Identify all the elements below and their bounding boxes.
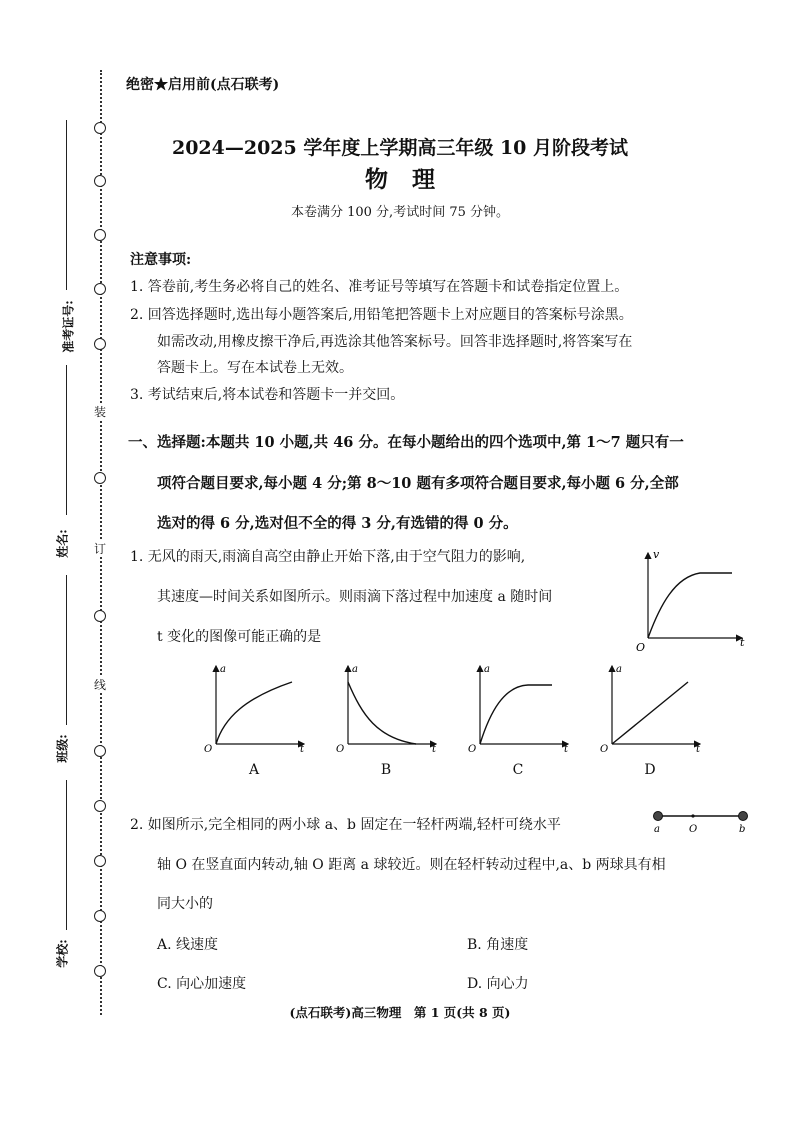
pivot-axis <box>691 814 694 817</box>
a-axis-label: a <box>616 664 622 675</box>
option-b-graph <box>332 660 442 755</box>
note-item: 2. 回答选择题时,选出每小题答案后,用铅笔把答题卡上对应题目的答案标号涂黑。 <box>130 307 633 323</box>
binding-hole <box>94 965 106 977</box>
question-1-text: 1. 无风的雨天,雨滴自高空由静止开始下落,由于空气阻力的影响, <box>130 549 526 565</box>
section-instructions: 一、选择题:本题共 10 小题,共 46 分。在每小题给出的四个选项中,第 1～7 题只有一 <box>128 434 684 451</box>
note-item: 3. 考试结束后,将本试卷和答题卡一并交回。 <box>130 387 405 403</box>
note-item: 1. 答卷前,考生务必将自己的姓名、准考证号等填写在答题卡和试卷指定位置上。 <box>130 279 629 295</box>
binding-hole <box>94 800 106 812</box>
name-label: 姓名: <box>55 529 70 558</box>
origin-label: O <box>600 744 609 755</box>
ball-b <box>739 812 748 821</box>
v-axis-label: v <box>653 548 660 561</box>
option-c-label: C <box>512 762 524 778</box>
t-axis-label: t <box>300 744 305 755</box>
notes-heading: 注意事项: <box>130 252 192 268</box>
confidential-mark: 绝密★启用前(点石联考) <box>126 77 280 93</box>
note-item: 如需改动,用橡皮擦干净后,再选涂其他答案标号。回答非选择题时,将答案写在 <box>157 334 633 350</box>
class-blank-line <box>66 575 67 725</box>
ball-b-label: b <box>739 824 746 835</box>
class-label: 班级: <box>55 734 70 763</box>
subject-title: 物理 <box>365 166 459 193</box>
exam-title: 2024—2025 学年度上学期高三年级 10 月阶段考试 <box>171 137 629 159</box>
question-2-text: 2. 如图所示,完全相同的两小球 a、b 固定在一轻杆两端,轻杆可绕水平 <box>130 817 561 833</box>
rod-balls-figure <box>648 808 752 838</box>
axis-o-label: O <box>689 824 698 835</box>
ball-a <box>654 812 663 821</box>
page-footer: (点石联考)高三物理 第 1 页(共 8 页) <box>289 1005 511 1020</box>
option-d-label: D <box>644 762 656 778</box>
t-axis-label: t <box>696 744 701 755</box>
option-d-graph <box>596 660 706 755</box>
option-b: B. 角速度 <box>467 937 529 953</box>
binding-hole <box>94 910 106 922</box>
option-a-graph <box>200 660 310 755</box>
section-instructions: 选对的得 6 分,选对但不全的得 3 分,有选错的得 0 分。 <box>157 515 518 532</box>
question-2-text: 轴 O 在竖直面内转动,轴 O 距离 a 球较近。则在轻杆转动过程中,a、b 两球具有相 <box>157 857 666 873</box>
option-a-label: A <box>248 762 260 778</box>
a-axis-label: a <box>484 664 490 675</box>
t-axis-label: t <box>432 744 437 755</box>
section-instructions: 项符合题目要求,每小题 4 分;第 8～10 题有多项符合题目要求,每小题 6 分,全部 <box>157 475 679 492</box>
school-label: 学校: <box>55 939 70 968</box>
question-2-text: 同大小的 <box>157 896 213 912</box>
binding-hole <box>94 855 106 867</box>
note-item: 答题卡上。写在本试卷上无效。 <box>157 360 353 376</box>
question-1-text: t 变化的图像可能正确的是 <box>157 629 322 645</box>
binding-hole <box>94 338 106 350</box>
binding-hole <box>94 283 106 295</box>
score-info: 本卷满分 100 分,考试时间 75 分钟。 <box>290 205 510 220</box>
binding-hole <box>94 229 106 241</box>
binding-char-xian: 线 <box>94 678 107 692</box>
ball-a-label: a <box>654 824 660 835</box>
option-b-label: B <box>380 762 392 778</box>
option-d: D. 向心力 <box>467 976 529 992</box>
name-blank-line <box>66 365 67 515</box>
origin-label: O <box>636 641 646 654</box>
a-axis-label: a <box>352 664 358 675</box>
binding-hole <box>94 610 106 622</box>
a-axis-label: a <box>220 664 226 675</box>
option-a: A. 线速度 <box>157 937 219 953</box>
exam-id-label: 准考证号: <box>61 300 76 353</box>
question-1-text: 其速度—时间关系如图所示。则雨滴下落过程中加速度 a 随时间 <box>157 589 553 605</box>
binding-hole <box>94 745 106 757</box>
t-axis-label: t <box>564 744 569 755</box>
binding-char-zhuang: 装 <box>94 405 107 419</box>
t-axis-label: t <box>740 636 745 649</box>
binding-hole <box>94 472 106 484</box>
school-blank-line <box>66 780 67 930</box>
binding-char-ding: 订 <box>94 542 107 556</box>
origin-label: O <box>336 744 345 755</box>
velocity-time-graph <box>630 545 750 657</box>
option-c: C. 向心加速度 <box>157 976 247 992</box>
option-c-graph <box>464 660 574 755</box>
origin-label: O <box>204 744 213 755</box>
origin-label: O <box>468 744 477 755</box>
